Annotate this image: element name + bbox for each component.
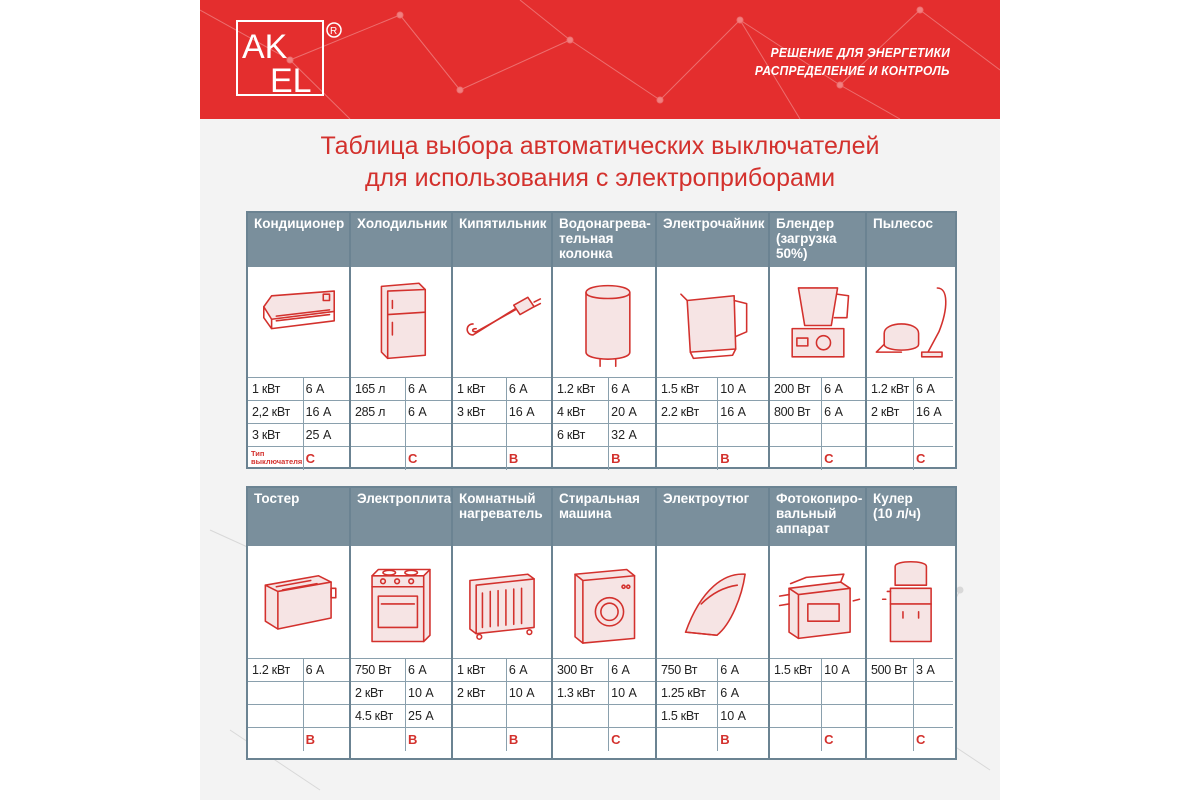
table-row <box>248 681 349 705</box>
power-cell: 1.2 кВт <box>557 382 595 396</box>
cell-divider <box>506 728 507 751</box>
table-row <box>867 681 953 705</box>
table-row <box>553 377 655 401</box>
breaker-type-value: C <box>611 732 621 747</box>
power-cell: 1.5 кВт <box>774 663 812 677</box>
appliance-icon-cell <box>553 267 655 377</box>
breaker-type-value: C <box>824 451 834 466</box>
breaker-type-value: C <box>916 732 926 747</box>
table-column <box>453 488 553 758</box>
table-row <box>248 377 349 401</box>
power-cell: 1.3 кВт <box>557 686 595 700</box>
breaker-type-value: C <box>408 451 418 466</box>
breaker-type-row <box>867 446 953 470</box>
cell-divider <box>608 705 609 728</box>
cell-divider <box>303 682 304 705</box>
power-cell: 2,2 кВт <box>252 405 290 419</box>
power-cell: 2.2 кВт <box>661 405 699 419</box>
power-cell: 4 кВт <box>557 405 586 419</box>
appliance-name: Кипятильник <box>459 216 547 231</box>
vacuum-cleaner-icon <box>867 277 953 367</box>
current-cell: 6 А <box>408 663 427 677</box>
power-cell: 1.5 кВт <box>661 709 699 723</box>
title-line-1: Таблица выбора автоматических выключателей <box>320 132 880 160</box>
cell-divider <box>608 378 609 401</box>
table-row <box>553 423 655 447</box>
cell-divider <box>506 424 507 447</box>
cell-divider <box>405 705 406 728</box>
table-row <box>867 423 953 447</box>
table-row <box>248 400 349 424</box>
current-cell: 10 А <box>720 709 746 723</box>
cell-divider <box>405 424 406 447</box>
current-cell: 6 А <box>508 382 528 396</box>
appliance-name: Блендер (загрузка 50%) <box>776 216 837 261</box>
power-cell: 4.5 кВт <box>355 709 393 723</box>
air-conditioner-icon <box>254 277 344 367</box>
power-cell: 1.25 кВт <box>661 686 706 700</box>
current-cell: 6 А <box>408 382 427 396</box>
kettle-icon <box>668 277 758 367</box>
current-cell: 6 А <box>720 686 740 700</box>
breaker-type-row <box>248 727 349 751</box>
current-cell: 16 А <box>508 405 535 419</box>
table-column <box>453 213 553 467</box>
cell-divider <box>821 424 822 447</box>
current-cell: 6 А <box>916 382 935 396</box>
cell-divider <box>821 659 822 682</box>
room-heater-icon <box>457 557 547 647</box>
current-cell: 6 А <box>824 405 843 419</box>
water-cooler-icon <box>867 557 953 647</box>
current-cell: 6 А <box>305 382 325 396</box>
breaker-type-value: C <box>916 451 926 466</box>
cell-divider <box>405 401 406 424</box>
table-row <box>453 377 551 401</box>
cell-divider <box>913 424 914 447</box>
cell-divider <box>608 401 609 424</box>
appliance-icon-cell <box>248 267 349 377</box>
current-cell: 16 А <box>720 405 746 419</box>
table-row <box>770 423 865 447</box>
title-line-2: для использования с электроприборами <box>364 164 836 192</box>
breaker-type-row <box>453 727 551 751</box>
cell-divider <box>303 401 304 424</box>
cell-divider <box>405 682 406 705</box>
cell-divider <box>405 378 406 401</box>
appliance-icon-cell <box>657 267 768 377</box>
cell-divider <box>608 424 609 447</box>
svg-text:R: R <box>330 26 338 37</box>
breaker-type-row <box>553 727 655 751</box>
power-cell: 1.2 кВт <box>252 663 290 677</box>
page-title <box>200 130 1000 194</box>
current-cell: 20 А <box>611 405 637 419</box>
power-cell: 3 кВт <box>252 428 281 442</box>
power-cell: 2 кВт <box>355 686 384 700</box>
current-cell: 16 А <box>916 405 942 419</box>
copier-icon <box>773 557 863 647</box>
current-cell: 10 А <box>408 686 434 700</box>
breaker-type-row <box>770 446 865 470</box>
power-cell: 200 Вт <box>774 382 811 396</box>
appliance-icon-cell <box>770 546 865 658</box>
cell-divider <box>821 447 822 470</box>
current-cell: 6 А <box>611 663 630 677</box>
header-banner <box>200 0 1000 119</box>
table-row <box>453 681 551 705</box>
cell-divider <box>821 682 822 705</box>
table-row <box>657 423 768 447</box>
current-cell: 6 А <box>824 382 843 396</box>
appliance-name: Стиральная машина <box>559 491 640 521</box>
cell-divider <box>608 447 609 470</box>
cell-divider <box>717 682 718 705</box>
current-cell: 32 А <box>611 428 637 442</box>
table-row <box>351 658 451 682</box>
power-cell: 1 кВт <box>457 663 486 677</box>
appliance-icon-cell <box>248 546 349 658</box>
appliance-icon-cell <box>770 267 865 377</box>
current-cell: 10 А <box>508 686 535 700</box>
appliance-icon-cell <box>351 267 451 377</box>
appliance-icon-cell <box>351 546 451 658</box>
table-row <box>351 681 451 705</box>
washing-machine-icon <box>559 557 649 647</box>
toaster-icon <box>254 557 344 647</box>
breaker-type-row <box>553 446 655 470</box>
table-column <box>553 488 657 758</box>
cell-divider <box>303 659 304 682</box>
current-cell: 3 А <box>916 663 935 677</box>
blender-icon <box>773 277 863 367</box>
appliance-icon-cell <box>867 267 953 377</box>
refrigerator-icon <box>356 277 446 367</box>
current-cell: 25 А <box>305 428 332 442</box>
power-cell: 285 л <box>355 405 386 419</box>
cell-divider <box>506 659 507 682</box>
table-row <box>657 658 768 682</box>
power-cell: 500 Вт <box>871 663 908 677</box>
current-cell: 10 А <box>720 382 746 396</box>
iron-icon <box>668 557 758 647</box>
appliance-name: Пылесос <box>873 216 934 231</box>
cell-divider <box>608 682 609 705</box>
current-cell: 6 А <box>408 405 427 419</box>
table-row <box>453 423 551 447</box>
table-row <box>248 658 349 682</box>
cell-divider <box>913 447 914 470</box>
appliance-name: Тостер <box>254 491 300 506</box>
appliance-name: Кондиционер <box>254 216 345 231</box>
cell-divider <box>913 705 914 728</box>
breaker-type-value: B <box>720 732 730 747</box>
cell-divider <box>303 424 304 447</box>
cell-divider <box>821 378 822 401</box>
breaker-type-row <box>248 446 349 470</box>
cell-divider <box>717 401 718 424</box>
appliance-icon-cell <box>453 267 551 377</box>
table-row <box>770 704 865 728</box>
appliance-name: Комнатный нагреватель <box>459 491 543 521</box>
power-cell: 1 кВт <box>252 382 281 396</box>
breaker-type-value: B <box>720 451 730 466</box>
current-cell: 25 А <box>408 709 434 723</box>
breaker-table-1 <box>246 211 957 469</box>
power-cell: 165 л <box>355 382 386 396</box>
cell-divider <box>913 728 914 751</box>
current-cell: 6 А <box>720 663 740 677</box>
cell-divider <box>717 447 718 470</box>
table-column <box>248 488 351 758</box>
appliance-name: Электроплита <box>357 491 452 506</box>
cell-divider <box>506 401 507 424</box>
breaker-type-row <box>351 446 451 470</box>
table-row <box>657 400 768 424</box>
table-column <box>867 488 955 758</box>
power-cell: 3 кВт <box>457 405 486 419</box>
current-cell: 16 А <box>305 405 332 419</box>
cell-divider <box>913 659 914 682</box>
table-row <box>770 681 865 705</box>
table-column <box>867 213 955 467</box>
cell-divider <box>303 705 304 728</box>
power-cell: 1.5 кВт <box>661 382 699 396</box>
breaker-type-row <box>770 727 865 751</box>
cell-divider <box>506 705 507 728</box>
table-row <box>248 423 349 447</box>
appliance-name: Водонагрева- тельная колонка <box>559 216 651 261</box>
stove-icon <box>356 557 446 647</box>
appliance-icon-cell <box>657 546 768 658</box>
table-row <box>453 400 551 424</box>
power-cell: 2 кВт <box>871 405 900 419</box>
cell-divider <box>405 447 406 470</box>
table-row <box>867 400 953 424</box>
water-heater-icon <box>559 277 649 367</box>
cell-divider <box>913 401 914 424</box>
table-row <box>770 377 865 401</box>
cell-divider <box>717 705 718 728</box>
power-cell: 750 Вт <box>661 663 698 677</box>
akel-logo <box>236 20 346 100</box>
table-column <box>770 488 867 758</box>
breaker-type-value: C <box>824 732 834 747</box>
appliance-name: Фотокопиро- вальный аппарат <box>776 491 863 536</box>
table-row <box>351 704 451 728</box>
table-column <box>351 213 453 467</box>
table-row <box>351 423 451 447</box>
current-cell: 6 А <box>508 663 528 677</box>
table-row <box>867 658 953 682</box>
breaker-type-label: Тип выключателя <box>251 449 303 466</box>
table-row <box>867 377 953 401</box>
table-column <box>770 213 867 467</box>
cell-divider <box>608 659 609 682</box>
tagline-line-1: РЕШЕНИЕ ДЛЯ ЭНЕРГЕТИКИ <box>770 45 950 60</box>
cell-divider <box>506 682 507 705</box>
table-column <box>657 213 770 467</box>
appliance-icon-cell <box>453 546 551 658</box>
cell-divider <box>821 705 822 728</box>
cell-divider <box>506 378 507 401</box>
svg-text:EL: EL <box>270 62 312 100</box>
current-cell: 10 А <box>824 663 850 677</box>
appliance-name: Электроутюг <box>663 491 750 506</box>
current-cell: 6 А <box>611 382 630 396</box>
power-cell: 6 кВт <box>557 428 586 442</box>
table-column <box>351 488 453 758</box>
table-row <box>248 704 349 728</box>
breaker-type-value: B <box>408 732 418 747</box>
table-row <box>553 681 655 705</box>
power-cell: 2 кВт <box>457 686 486 700</box>
cell-divider <box>821 401 822 424</box>
table-row <box>553 704 655 728</box>
table-column <box>248 213 351 467</box>
cell-divider <box>913 378 914 401</box>
immersion-heater-icon <box>457 277 547 367</box>
power-cell: 750 Вт <box>355 663 392 677</box>
table-row <box>657 681 768 705</box>
power-cell: 800 Вт <box>774 405 811 419</box>
cell-divider <box>913 682 914 705</box>
table-row <box>553 400 655 424</box>
appliance-name: Электрочайник <box>663 216 765 231</box>
svg-text:AK: AK <box>242 28 288 66</box>
breaker-type-row <box>657 727 768 751</box>
breaker-type-row <box>351 727 451 751</box>
table-row <box>351 400 451 424</box>
power-cell: 1.2 кВт <box>871 382 909 396</box>
table-row <box>657 704 768 728</box>
cell-divider <box>303 728 304 751</box>
current-cell: 10 А <box>611 686 637 700</box>
breaker-type-value: B <box>305 732 315 747</box>
breaker-type-value: B <box>508 732 519 747</box>
table-column <box>657 488 770 758</box>
cell-divider <box>717 378 718 401</box>
breaker-type-row <box>453 446 551 470</box>
appliance-name: Кулер (10 л/ч) <box>873 491 921 521</box>
table-row <box>657 377 768 401</box>
breaker-type-value: B <box>508 451 519 466</box>
cell-divider <box>506 447 507 470</box>
breaker-type-row <box>657 446 768 470</box>
cell-divider <box>303 378 304 401</box>
cell-divider <box>717 728 718 751</box>
table-row <box>770 400 865 424</box>
table-row <box>770 658 865 682</box>
tagline-line-2: РАСПРЕДЕЛЕНИЕ И КОНТРОЛЬ <box>755 63 950 78</box>
appliance-icon-cell <box>553 546 655 658</box>
table-row <box>867 704 953 728</box>
cell-divider <box>717 659 718 682</box>
appliance-icon-cell <box>867 546 953 658</box>
table-row <box>553 658 655 682</box>
breaker-type-value: B <box>611 451 621 466</box>
table-column <box>553 213 657 467</box>
current-cell: 6 А <box>305 663 325 677</box>
breaker-type-value: C <box>305 451 315 466</box>
power-cell: 1 кВт <box>457 382 486 396</box>
table-row <box>351 377 451 401</box>
table-row <box>453 704 551 728</box>
breaker-table-2 <box>246 486 957 760</box>
cell-divider <box>608 728 609 751</box>
cell-divider <box>821 728 822 751</box>
appliance-name: Холодильник <box>357 216 448 231</box>
power-cell: 300 Вт <box>557 663 594 677</box>
cell-divider <box>405 659 406 682</box>
cell-divider <box>405 728 406 751</box>
cell-divider <box>717 424 718 447</box>
breaker-type-row <box>867 727 953 751</box>
table-row <box>453 658 551 682</box>
